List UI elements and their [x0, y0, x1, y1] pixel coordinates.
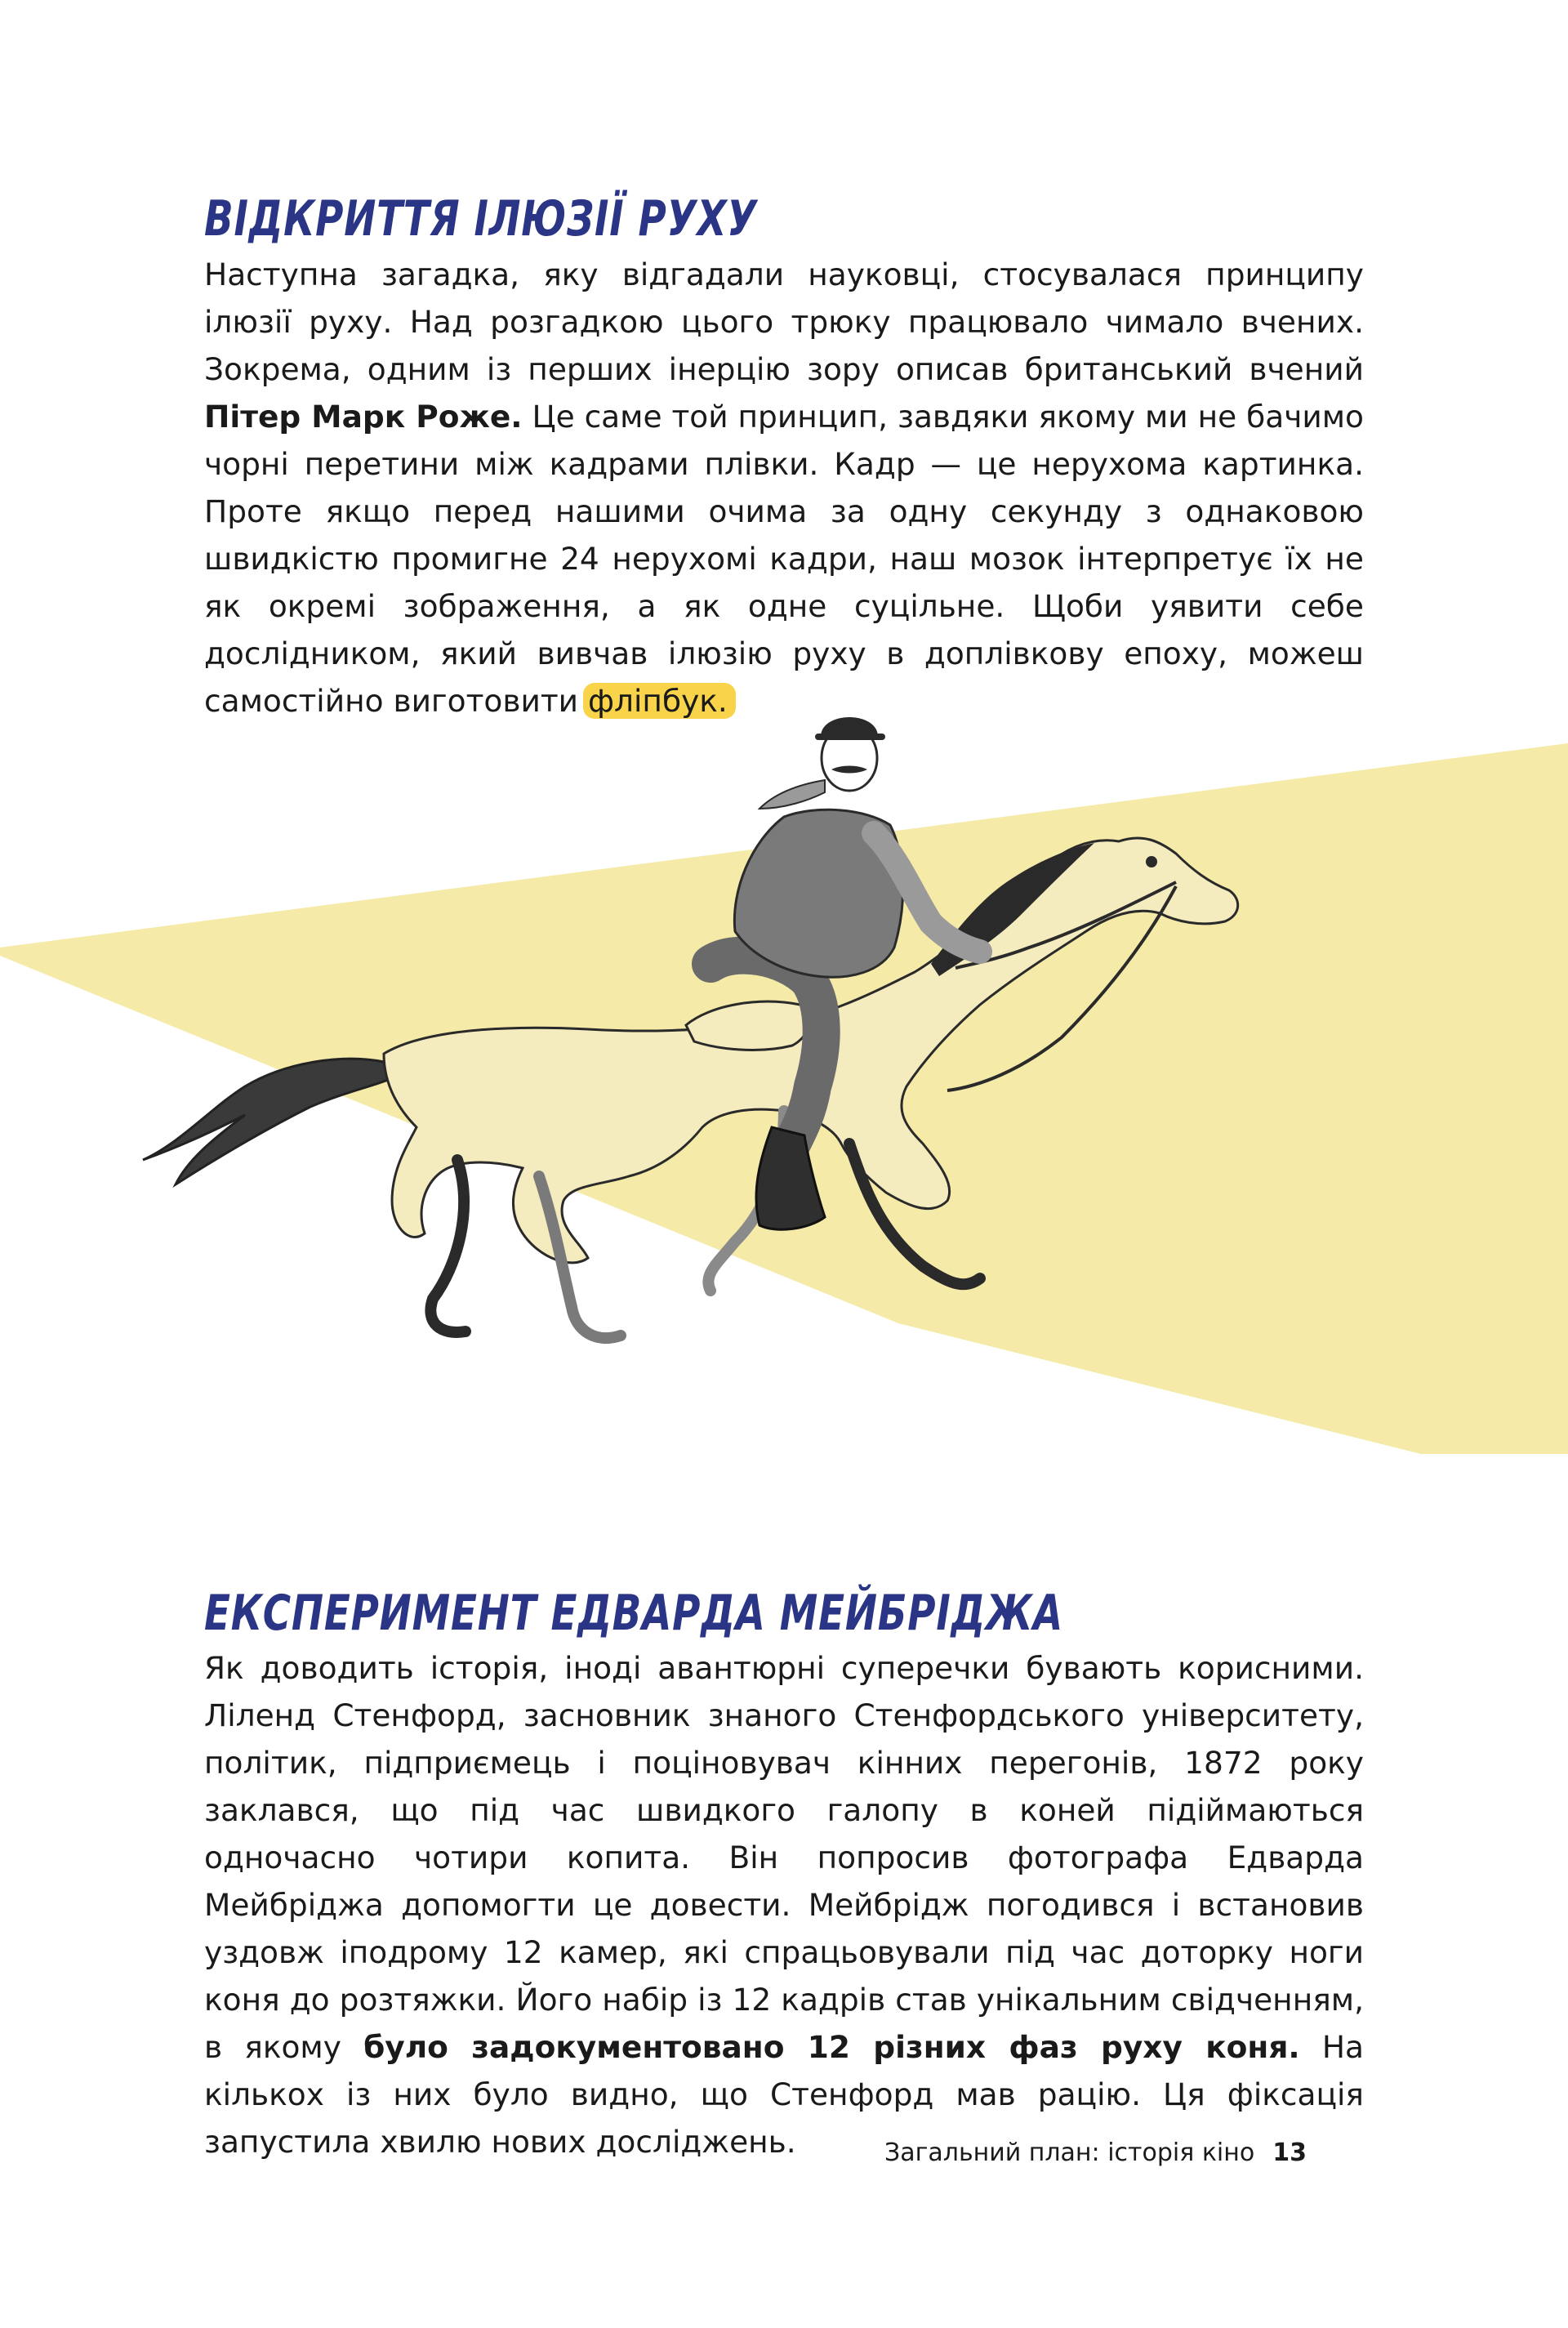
paragraph-text: Як доводить історія, іноді авантюрні суперечки бувають корисними. Ліленд Стенфорд, засновник знаного Стенфордського університету, політик, підприємець і поціновувач кінних перегонів, 1872 року заклався, що під час швидкого галопу в коней підіймаються одночасно чотири копита. Він попросив фотографа Едварда Мейбріджа допомогти це довести. Мейбрідж погодився і встановив уздовж іподрому 12 камер, які спрацьовували під час доторку ноги коня до розтяжки. Його набір із 12 кадрів став унікальним свідченням, в якому	[204, 1650, 1364, 2065]
horse-rider-illustration	[0, 702, 1568, 1454]
section-paragraph	[204, 251, 1364, 725]
horse-tail	[143, 1059, 388, 1184]
section-heading: ЕКСПЕРИМЕНТ ЕДВАРДА МЕЙБРІДЖА	[204, 1585, 1064, 1642]
rider-scarf	[760, 780, 825, 809]
page-number: 13	[1272, 2138, 1307, 2167]
paragraph-text: Це саме той принцип, завдяки якому ми не бачимо чорні перетини між кадрами плівки. Кадр — це нерухома картинка. Проте якщо перед нашими очима за одну секунду з однаковою швидкістю промигне 24 нерухомі кадри, наш мозок інтерпретує їх не як окремі зображення, а як одне суцільне. Щоби уявити себе дослідником, який вивчав ілюзію руху в доплівкову епоху, можеш самостійно виготовити	[204, 399, 1364, 719]
hat-brim	[815, 734, 885, 740]
horse-hind-leg	[430, 1160, 466, 1332]
paragraph-text: На кількох із них було видно, що Стенфорд мав рацію. Ця фіксація запустила хвилю нових досліджень.	[204, 2029, 1364, 2160]
highlighted-term: фліпбук.	[583, 683, 736, 719]
bold-name: Пітер Марк Роже.	[204, 399, 523, 435]
section-heading: ВІДКРИТТЯ ІЛЮЗІЇ РУХУ	[204, 190, 758, 248]
section-paragraph	[204, 1644, 1364, 2165]
page-footer	[884, 2138, 1307, 2167]
bold-phrase: було задокументовано 12 різних фаз руху коня.	[363, 2029, 1300, 2065]
horse-eye	[1146, 856, 1157, 867]
running-title: Загальний план: історія кіно	[884, 2138, 1255, 2167]
paragraph-text: Наступна загадка, яку відгадали науковці, стосувалася принципу ілюзії руху. Над розгадкою цього трюку працювало чимало вчених. Зокрема, одним із перших інерцію зору описав британський вчений	[204, 256, 1364, 387]
